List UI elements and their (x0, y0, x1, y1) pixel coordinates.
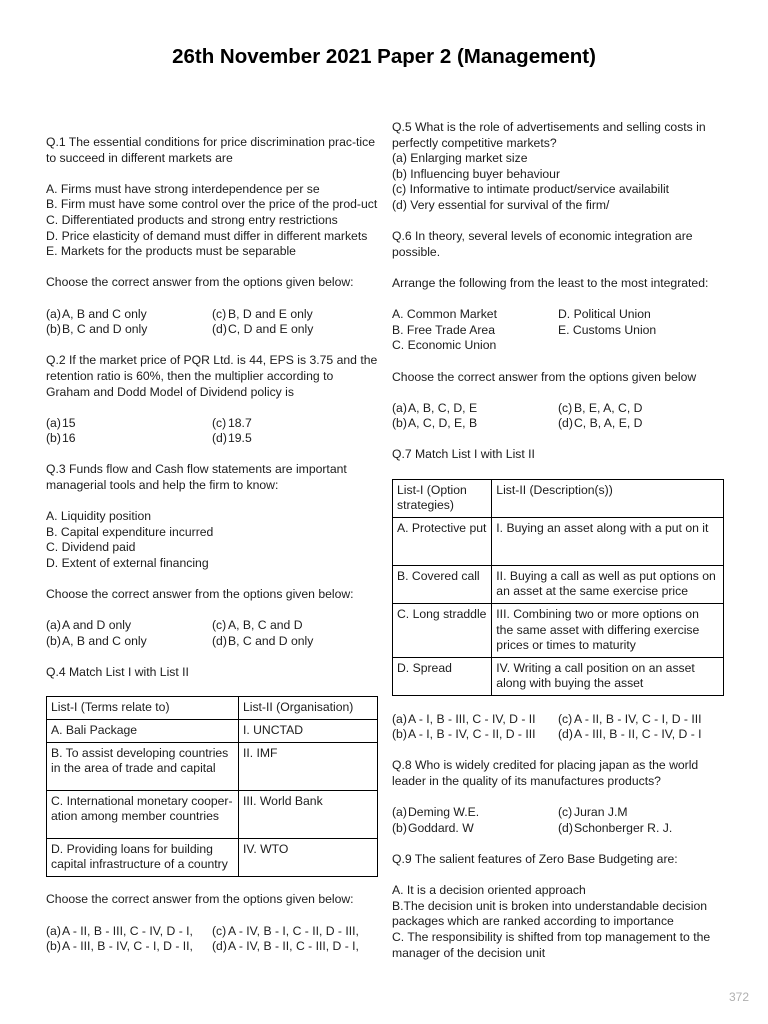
option-a[interactable]: (a)A, B and C only (46, 306, 147, 321)
question-2 (46, 353, 378, 447)
right-column (392, 120, 724, 961)
table-cell: IV. Writing a call position on an asset along with buying the asset (492, 657, 724, 695)
statement: B.The decision unit is broken into understandable decision packages which are ranked according to importance (392, 898, 708, 929)
table-cell: C. International monetary cooper-ation among member countries (47, 790, 239, 838)
table-cell: C. Long straddle (393, 604, 492, 658)
question-9 (392, 852, 724, 961)
table-header-cell: List-I (Option strategies) (393, 479, 492, 517)
grid-item: B. Free Trade Area (392, 322, 495, 337)
answer-options (392, 805, 724, 836)
statement: A. Liquidity position (46, 509, 152, 524)
question-4 (46, 665, 378, 955)
table-cell: D. Providing loans for building capital infrastructure of a country (47, 838, 239, 876)
statement: C. Dividend paid (46, 540, 136, 555)
question-text: Q.2 If the market price of PQR Ltd. is 44, EPS is 3.75 and the retention ratio is 60%, then the multiplier according to Graham and Dodd Model of Dividend policy is (46, 353, 378, 399)
table-cell: D. Spread (393, 657, 492, 695)
option-b[interactable]: (b)A, C, D, E, B (392, 416, 478, 431)
option-a[interactable]: (a)A, B, C, D, E (392, 400, 478, 415)
question-text: Q.5 What is the role of advertisements and selling costs in perfectly competitive markets? (392, 120, 706, 150)
choice-list (392, 151, 724, 213)
option-b[interactable]: (b)A - III, B - IV, C - I, D - II, (46, 939, 193, 954)
option-d[interactable]: (d)19.5 (212, 431, 252, 446)
question-text: Q.4 Match List I with List II (46, 665, 189, 680)
table-row (47, 838, 378, 876)
statement: C. Differentiated products and strong entry restrictions (46, 212, 338, 227)
statement-list (46, 509, 378, 571)
table-row (47, 790, 378, 838)
table-cell: III. Combining two or more options on the same asset with differing exercise prices or times to maturity (492, 604, 724, 658)
option-d[interactable]: (d)C, B, A, E, D (558, 416, 643, 431)
question-6 (392, 229, 724, 432)
statement-list (46, 182, 378, 260)
statement: A. Firms must have strong interdependence per se (46, 181, 320, 196)
page-title: 26th November 2021 Paper 2 (Management) (172, 45, 596, 68)
table-cell: I. UNCTAD (238, 719, 377, 742)
instruction-text: Choose the correct answer from the options given below: (46, 587, 354, 602)
question-text: Q.8 Who is widely credited for placing japan as the world leader in the quality of its manufactures products? (392, 758, 699, 788)
answer-options (46, 924, 378, 955)
table-cell: A. Bali Package (47, 719, 239, 742)
left-column (46, 135, 378, 970)
question-text: Q.3 Funds flow and Cash flow statements are important managerial tools and help the firm to know: (46, 462, 347, 493)
question-text: Q.1 The essential conditions for price discrimination prac-tice to succeed in different markets are (46, 135, 375, 165)
statement: B. Firm must have some control over the price of the prod-uct (46, 197, 378, 212)
statement: A. It is a decision oriented approach (392, 883, 586, 898)
option-a[interactable]: (a)15 (46, 415, 76, 430)
question-text: Q.9 The salient features of Zero Base Budgeting are: (392, 851, 678, 866)
choice[interactable]: (d) Very essential for survival of the firm/ (392, 197, 610, 212)
answer-options (46, 416, 378, 447)
option-c[interactable]: (c) A - IV, B - I, C - II, D - III, (212, 923, 359, 938)
grid-item: E. Customs Union (558, 322, 657, 337)
option-d[interactable]: (d)Schonberger R. J. (558, 820, 673, 835)
option-c[interactable]: (c) B, D and E only (212, 306, 313, 321)
question-3 (46, 462, 378, 649)
answer-options (46, 618, 378, 649)
option-b[interactable]: (b)B, C and D only (46, 322, 148, 337)
instruction-text: Choose the correct answer from the options given below: (46, 892, 354, 907)
option-a[interactable]: (a)A - I, B - III, C - IV, D - II (392, 711, 536, 726)
table-cell: A. Protective put (393, 517, 492, 565)
instruction-text: Choose the correct answer from the options given below: (46, 275, 354, 290)
option-d[interactable]: (d)B, C and D only (212, 634, 314, 648)
table-row (393, 657, 724, 695)
table-header-row (47, 697, 378, 720)
table-row (393, 604, 724, 658)
table-row (393, 565, 724, 603)
item-grid (392, 307, 724, 354)
option-c[interactable]: (c) A - II, B - IV, C - I, D - III (558, 711, 702, 726)
option-d[interactable]: (d)C, D and E only (212, 322, 314, 337)
grid-item: A. Common Market (392, 307, 497, 322)
statement: D. Extent of external financing (46, 556, 209, 571)
table-cell: B. To assist developing countries in the area of trade and capital (47, 742, 239, 790)
grid-item: D. Political Union (558, 307, 651, 322)
table-header-row (393, 479, 724, 517)
table-cell: I. Buying an asset along with a put on it (492, 517, 724, 565)
choice[interactable]: (b) Influencing buyer behaviour (392, 166, 561, 181)
option-b[interactable]: (b)A - I, B - IV, C - II, D - III (392, 727, 536, 742)
answer-options (392, 712, 724, 743)
table-cell: B. Covered call (393, 565, 492, 603)
statement: E. Markets for the products must be separable (46, 244, 296, 259)
question-7 (392, 447, 724, 742)
table-cell: II. IMF (238, 742, 377, 790)
choice[interactable]: (a) Enlarging market size (392, 151, 528, 166)
instruction-text: Arrange the following from the least to the most integrated: (392, 275, 709, 290)
table-cell: III. World Bank (238, 790, 377, 838)
table-header-cell: List-II (Description(s)) (492, 479, 724, 517)
table-cell: IV. WTO (238, 838, 377, 876)
question-text: Q.6 In theory, several levels of economic integration are possible. (392, 229, 693, 259)
option-a[interactable]: (a)A - II, B - III, C - IV, D - I, (46, 923, 193, 938)
table-header-cell: List-II (Organisation) (238, 697, 377, 720)
option-b[interactable]: (b)Goddard. W (392, 820, 474, 835)
option-d[interactable]: (d)A - IV, B - II, C - III, D - I, (212, 939, 359, 954)
option-b[interactable]: (b)16 (46, 431, 76, 446)
statement: B. Capital expenditure incurred (46, 524, 214, 539)
question-text: Q.7 Match List I with List II (392, 447, 535, 462)
page-number: 372 (728, 990, 749, 1004)
grid-item: C. Economic Union (392, 338, 497, 353)
question-1 (46, 135, 378, 338)
grid-item (558, 338, 724, 354)
table-row (47, 719, 378, 742)
table-row (393, 517, 724, 565)
table-row (47, 742, 378, 790)
match-table (46, 696, 378, 876)
table-cell: II. Buying a call as well as put options on an asset at the same exercise price (492, 565, 724, 603)
option-c[interactable]: (c) Juran J.M (558, 805, 628, 820)
statement: C. The responsibility is shifted from top management to the manager of the decision unit (392, 929, 711, 960)
choice[interactable]: (c) Informative to intimate product/service availabilit (392, 182, 670, 197)
question-8 (392, 758, 724, 836)
instruction-text: Choose the correct answer from the options given below (392, 369, 697, 384)
match-table (392, 479, 724, 696)
option-c[interactable]: (c) B, E, A, C, D (558, 400, 643, 415)
question-5 (392, 120, 724, 214)
answer-options (392, 401, 724, 432)
option-c[interactable]: (c) A, B, C and D (212, 618, 303, 633)
statement: D. Price elasticity of demand must differ in different markets (46, 228, 368, 243)
option-d[interactable]: (d)A - III, B - II, C - IV, D - I (558, 727, 702, 742)
option-a[interactable]: (a)A and D only (46, 618, 132, 633)
table-header-cell: List-I (Terms relate to) (47, 697, 239, 720)
statement-list (392, 883, 724, 961)
option-c[interactable]: (c) 18.7 (212, 415, 252, 430)
option-a[interactable]: (a)Deming W.E. (392, 805, 480, 820)
answer-options (46, 307, 378, 338)
option-b[interactable]: (b)A, B and C only (46, 634, 147, 648)
